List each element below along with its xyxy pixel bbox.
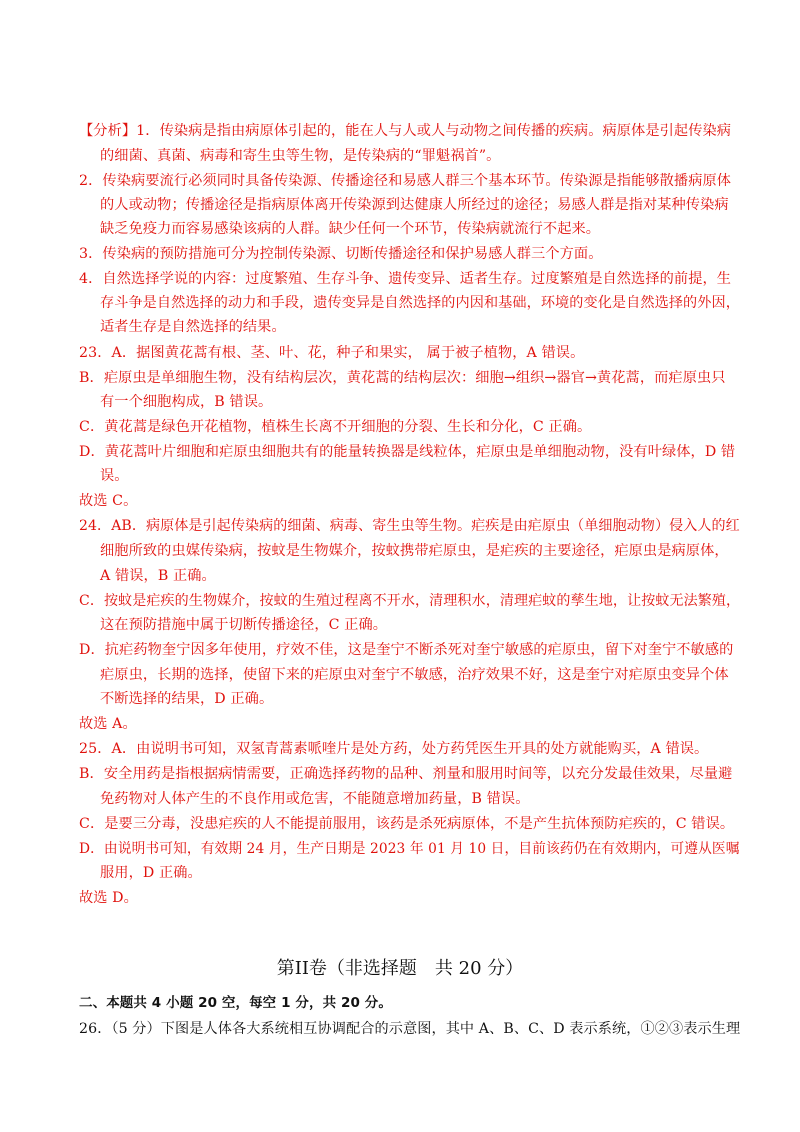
section-instruction: 二、本题共 4 小题 20 空，每空 1 分，共 20 分。 bbox=[79, 995, 392, 1011]
analysis-line-6: 3．传染病的预防措施可分为控制传染源、切断传播途径和保护易感人群三个方面。 bbox=[79, 246, 603, 262]
analysis-line-5: 缺乏免疫力而容易感染该病的人群。缺少任何一个环节，传染病就流行不起来。 bbox=[100, 221, 601, 237]
q23-line-6: 误。 bbox=[100, 468, 129, 484]
q24-line-1: 24．AB．病原体是引起传染病的细菌、病毒、寄生虫等生物。疟疾是由疟原虫（单细胞动物）侵入人的红 bbox=[79, 518, 740, 534]
q24-line-5: 这在预防措施中属于切断传播途径，C 正确。 bbox=[100, 617, 388, 633]
q23-line-4: C．黄花蒿是绿色开花植物，植株生长离不开细胞的分裂、生长和分化，C 正确。 bbox=[79, 419, 592, 435]
analysis-line-4: 的人或动物；传播途径是指病原体离开传染源到达健康人所经过的途径；易感人群是指对某种传染病 bbox=[100, 197, 729, 213]
q24-line-2: 细胞所致的虫媒传染病，按蚊是生物媒介，按蚊携带疟原虫，是疟疾的主要途径，疟原虫是病原体， bbox=[100, 543, 729, 559]
section-title: 第II卷（非选择题 共 20 分） bbox=[276, 958, 524, 979]
q23-line-1: 23．A．据图黄花蒿有根、茎、叶、花，种子和果实， 属于被子植物，A 错误。 bbox=[79, 345, 585, 361]
q25-answer: 故选 D。 bbox=[79, 890, 138, 906]
q24-line-7: 疟原虫，长期的选择，使留下来的疟原虫对奎宁不敏感，治疗效果不好，这是奎宁对疟原虫变异个体 bbox=[100, 667, 729, 683]
analysis-line-7: 4．自然选择学说的内容：过度繁殖、生存斗争、遗传变异、适者生存。过度繁殖是自然选择的前提，生 bbox=[79, 271, 732, 287]
analysis-line-1: 【分析】1．传染病是指由病原体引起的，能在人与人或人与动物之间传播的疾病。病原体是引起传染病 bbox=[79, 123, 732, 139]
q25-line-3: 免药物对人体产生的不良作用或危害，不能随意增加药量，B 错误。 bbox=[100, 791, 530, 807]
q25-line-5: D．由说明书可知，有效期 24 月，生产日期是 2023 年 01 月 10 日，目前该药仍在有效期内，可遵从医嘱 bbox=[79, 841, 740, 857]
q25-line-1: 25．A．由说明书可知，双氢青蒿素哌喹片是处方药，处方药凭医生开具的处方就能购买，A 错误。 bbox=[79, 741, 709, 757]
q26-stem: 26．（5 分）下图是人体各大系统相互协调配合的示意图，其中 A、B、C、D 表示系统，①②③表示生理 bbox=[79, 1021, 741, 1037]
q24-answer: 故选 A。 bbox=[79, 716, 137, 732]
q23-line-2: B．疟原虫是单细胞生物，没有结构层次，黄花蒿的结构层次：细胞→组织→器官→黄花蒿，而疟原虫只 bbox=[79, 370, 726, 386]
q25-line-6: 服用，D 正确。 bbox=[100, 865, 202, 881]
q25-line-2: B．安全用药是指根据病情需要，正确选择药物的品种、剂量和服用时间等，以充分发最佳效果，尽量避 bbox=[79, 766, 733, 782]
q24-line-3: A 错误，B 正确。 bbox=[100, 568, 216, 584]
q24-line-4: C．按蚊是疟疾的生物媒介，按蚊的生殖过程离不开水，清理积水，清理疟蚊的孳生地，让按蚊无法繁殖， bbox=[79, 593, 741, 609]
q25-line-4: C．是要三分毒，没患疟疾的人不能提前服用，该药是杀死病原体，不是产生抗体预防疟疾的，C 错误。 bbox=[79, 816, 735, 832]
q23-answer: 故选 C。 bbox=[79, 493, 138, 509]
q24-line-6: D．抗疟药物奎宁因多年使用，疗效不佳，这是奎宁不断杀死对奎宁敏感的疟原虫，留下对奎宁不敏感的 bbox=[79, 642, 734, 658]
analysis-line-9: 适者生存是自然选择的结果。 bbox=[100, 319, 286, 335]
analysis-line-2: 的细菌、真菌、病毒和寄生虫等生物，是传染病的“罪魁祸首”。 bbox=[100, 148, 501, 164]
q23-line-5: D．黄花蒿叶片细胞和疟原虫细胞共有的能量转换器是线粒体，疟原虫是单细胞动物，没有叶绿体，D 错 bbox=[79, 444, 736, 460]
q23-line-3: 有一个细胞构成，B 错误。 bbox=[100, 394, 273, 410]
analysis-line-8: 存斗争是自然选择的动力和手段，遗传变异是自然选择的内因和基础，环境的变化是自然选择的外因， bbox=[100, 295, 740, 311]
q24-line-8: 不断选择的结果，D 正确。 bbox=[100, 691, 274, 707]
analysis-line-3: 2．传染病要流行必须同时具备传染源、传播途径和易感人群三个基本环节。传染源是指能够散播病原体 bbox=[79, 173, 732, 189]
